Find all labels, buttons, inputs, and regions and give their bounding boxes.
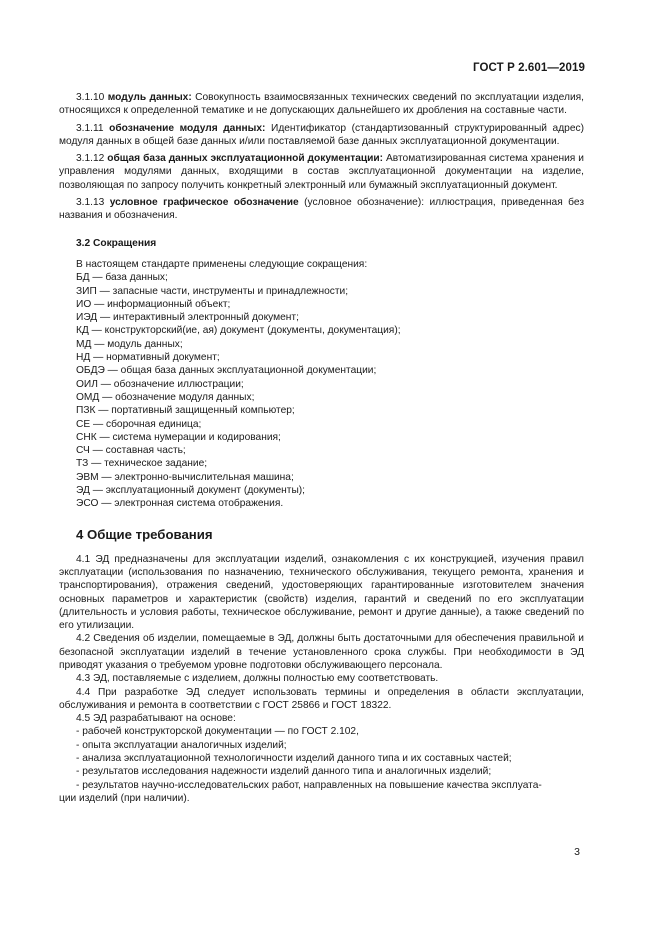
abbreviation-item: СЧ — составная часть;: [76, 445, 186, 457]
abbreviation-item: ЭСО — электронная система отображения.: [76, 498, 284, 510]
paragraph-4-3: 4.3 ЭД, поставляемые с изделием, должны полностью ему соответствовать.: [76, 673, 439, 685]
definition-3-1-13: 3.1.13 условное графическое обозначение (условное обозначение): иллюстрация, приведенная без названия и обозначения.: [59, 197, 584, 222]
page-number: 3: [574, 846, 580, 858]
abbreviation-item: ИО — информационный объект;: [76, 298, 231, 310]
page-body: [59, 91, 584, 805]
section-3-2-heading: 3.2 Сокращения: [76, 237, 157, 249]
abbreviation-item: ОИЛ — обозначение иллюстрации;: [76, 378, 244, 390]
list-item-continuation: ции изделий (при наличии).: [59, 792, 190, 804]
definition-3-1-10: 3.1.10 модуль данных: Совокупность взаимосвязанных технических сведений по эксплуатации изделия, относящихся к определенной тематике и не допускающих дальнейшего их дробления на составные части.: [59, 92, 584, 117]
abbreviation-item: БД — база данных;: [76, 272, 168, 284]
definition-3-1-12: 3.1.12 общая база данных эксплуатационной документации: Автоматизированная система хранения и управления модулями данных, входящими в состав эксплуатационной документации на изделие, позволяющая по запросу получить конкретный электронный или бумажный эксплуатационный документ.: [59, 153, 584, 191]
abbreviation-item: ОМД — обозначение модуля данных;: [76, 391, 255, 403]
document-code: ГОСТ Р 2.601—2019: [473, 62, 585, 74]
basis-list: [59, 725, 584, 805]
abbreviation-item: ОБДЭ — общая база данных эксплуатационной документации;: [76, 365, 377, 377]
definition-3-1-11: 3.1.11 обозначение модуля данных: Идентификатор (стандартизованный структурированный адрес) модуля данных в общей базе данных и/или поставляемой базе данных эксплуатационной документации.: [59, 122, 584, 147]
abbreviation-item: ИЭД — интерактивный электронный документ;: [76, 312, 299, 324]
abbreviation-item: НД — нормативный документ;: [76, 352, 220, 364]
list-item: - рабочей конструкторской документации — по ГОСТ 2.102,: [76, 726, 359, 738]
abbreviations-list: [59, 271, 584, 510]
paragraph-4-5: 4.5 ЭД разрабатывают на основе:: [76, 713, 236, 725]
abbreviation-item: КД — конструкторский(ие, ая) документ (документы, документация);: [76, 325, 401, 337]
abbreviation-item: ЭД — эксплуатационный документ (документы);: [76, 485, 305, 497]
abbreviation-item: ЭВМ — электронно-вычислительная машина;: [76, 471, 294, 483]
abbreviation-item: СНК — система нумерации и кодирования;: [76, 431, 281, 443]
list-item: - результатов научно-исследовательских работ, направленных на повышение качества эксплуата-: [76, 779, 542, 791]
abbreviation-item: ПЗК — портативный защищенный компьютер;: [76, 405, 295, 417]
paragraph-4-1: 4.1 ЭД предназначены для эксплуатации изделий, ознакомления с их конструкцией, изучения правил эксплуатации (использования по назначению, технического обслуживания, текущего ремонта, хранения и транспортирования), отражения сведений, удостоверяющих гарантированные изготовителем значения основных параметров и характеристик (свойств) изделия, гарантий и сведений по его эксплуатации (длительность и условия работы, техническое обслуживание, ремонт и другие данные), а также сведений по его утилизации.: [59, 553, 584, 632]
abbreviation-item: СЕ — сборочная единица;: [76, 418, 202, 430]
paragraph-4-2: 4.2 Сведения об изделии, помещаемые в ЭД, должны быть достаточными для обеспечения правильной и безопасной эксплуатации изделий в течение установленного срока службы. При необходимости в ЭД приводят указания о требуемом уровне подготовки обслуживающего персонала.: [59, 633, 584, 671]
abbreviations-intro: В настоящем стандарте применены следующие сокращения:: [76, 258, 368, 270]
list-item: - результатов исследования надежности изделий данного типа и аналогичных изделий;: [76, 766, 492, 778]
abbreviation-item: ТЗ — техническое задание;: [76, 458, 208, 470]
list-item: - опыта эксплуатации аналогичных изделий;: [76, 739, 287, 751]
abbreviation-item: ЗИП — запасные части, инструменты и принадлежности;: [76, 285, 349, 297]
list-item: - анализа эксплуатационной технологичности изделий данного типа и их составных частей;: [76, 753, 512, 765]
section-4-heading: 4 Общие требования: [76, 526, 213, 542]
paragraph-4-4: 4.4 При разработке ЭД следует использовать термины и определения в области эксплуатации, обслуживания и ремонта в соответствии с ГОСТ 25866 и ГОСТ 18322.: [59, 686, 584, 711]
abbreviation-item: МД — модуль данных;: [76, 338, 183, 350]
